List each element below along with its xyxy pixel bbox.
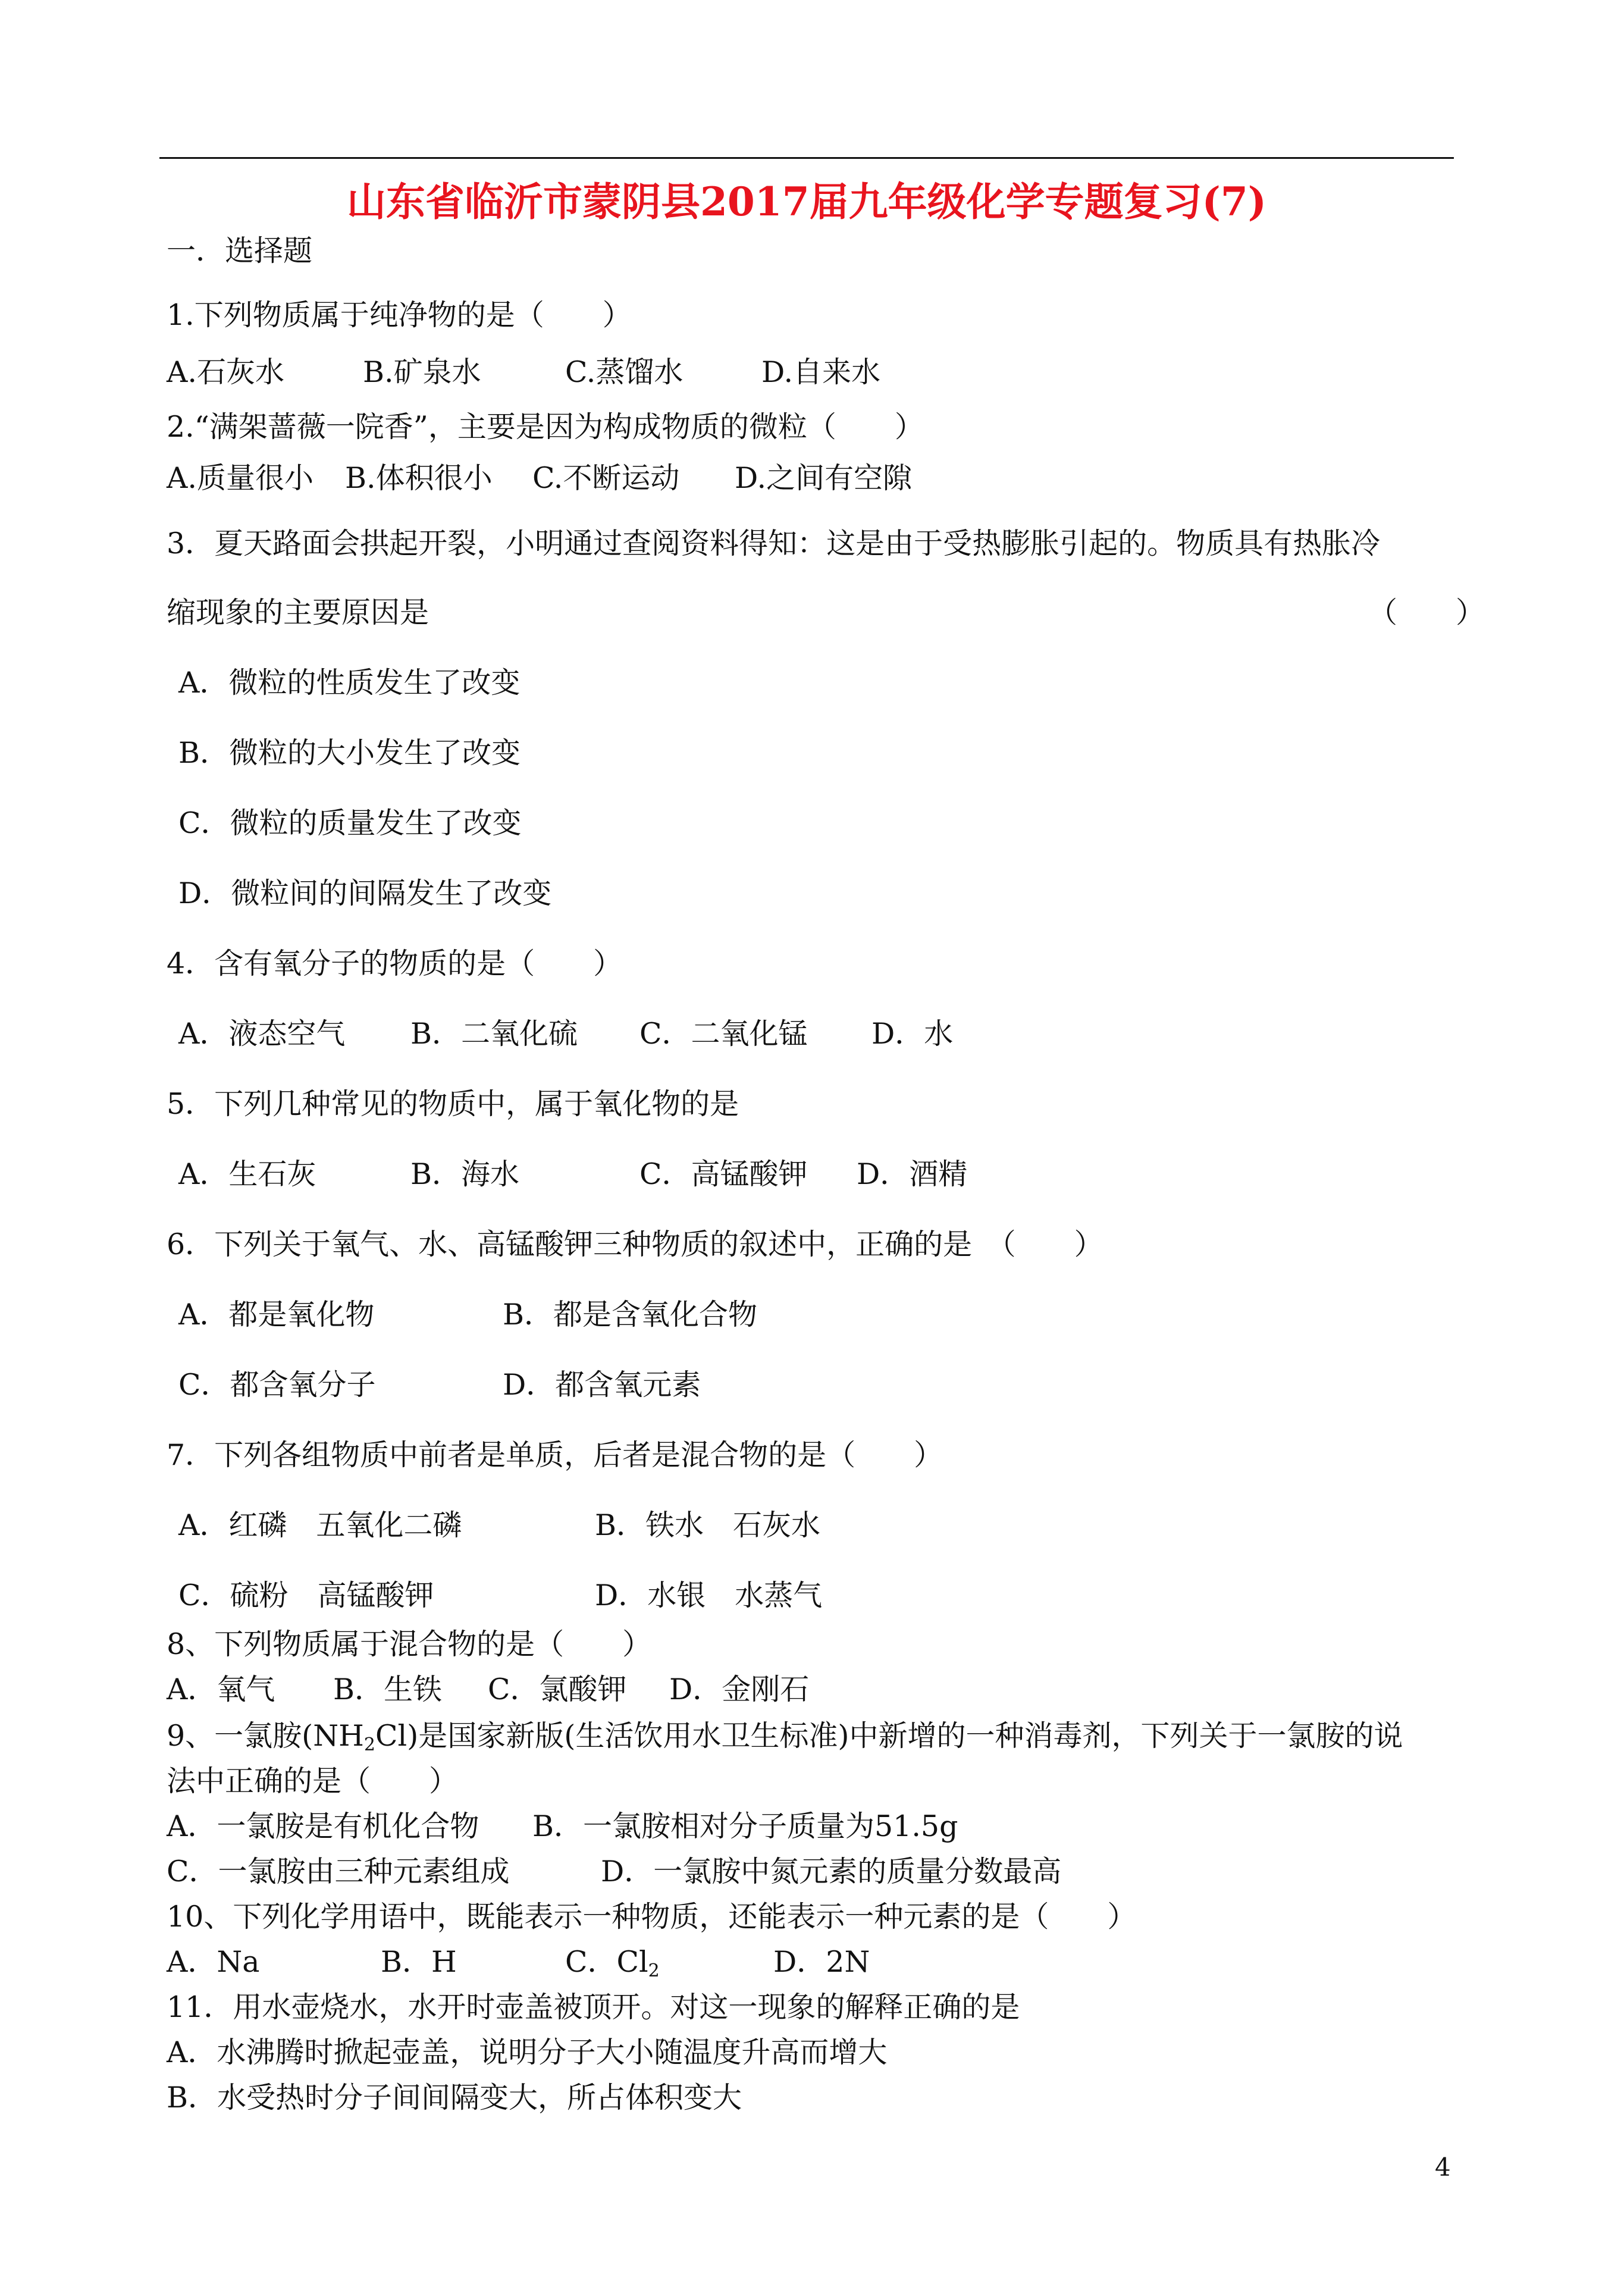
question-9-stem-post: Cl)是国家新版(生活饮用水卫生标准)中新增的一种消毒剂，下列关于一氯胺的说 xyxy=(375,1719,1403,1753)
question-1-option-b: B.矿泉水 xyxy=(363,355,481,389)
question-3-answer-paren: （ ） xyxy=(1368,596,1485,629)
question-8-option-c: C．氯酸钾 xyxy=(488,1672,627,1706)
question-9-option-c: C．一氯胺由三种元素组成 xyxy=(167,1855,510,1888)
question-3-option-d: D．微粒间的间隔发生了改变 xyxy=(178,876,552,910)
question-10-option-a: A．Na xyxy=(167,1945,260,1979)
question-10-option-c xyxy=(565,1944,660,1980)
question-1-option-c: C.蒸馏水 xyxy=(565,355,684,389)
question-10-stem: 10、下列化学用语中，既能表示一种物质，还能表示一种元素的是（ ） xyxy=(167,1900,1137,1934)
question-9-stem-subscript: 2 xyxy=(363,1734,375,1755)
question-5-option-c: C．高锰酸钾 xyxy=(639,1157,808,1191)
question-8-stem: 8、下列物质属于混合物的是（ ） xyxy=(167,1627,652,1661)
question-5-option-a: A．生石灰 xyxy=(178,1157,316,1191)
question-10-option-b: B．H xyxy=(381,1945,457,1979)
question-1-stem: 1.下列物质属于纯净物的是（ ） xyxy=(167,298,632,332)
question-9-stem-pre: 9、一氯胺(NH xyxy=(167,1719,364,1753)
question-6-option-d: D．都含氧元素 xyxy=(503,1368,701,1402)
question-1-option-d: D.自来水 xyxy=(761,355,881,389)
question-11-option-a: A．水沸腾时掀起壶盖，说明分子大小随温度升高而增大 xyxy=(167,2035,888,2069)
question-4-option-b: B．二氧化硫 xyxy=(410,1017,578,1051)
page-number: 4 xyxy=(1435,2153,1451,2182)
page-title: 山东省临沂市蒙阴县2017届九年级化学专题复习(7) xyxy=(346,178,1267,225)
question-11-option-b: B．水受热时分子间间隔变大，所占体积变大 xyxy=(167,2081,742,2115)
question-3-stem: 3．夏天路面会拱起开裂，小明通过查阅资料得知：这是由于受热膨胀引起的。物质具有热胀冷 xyxy=(167,527,1381,560)
question-4-option-d: D．水 xyxy=(871,1017,954,1051)
question-7-option-d: D．水银 水蒸气 xyxy=(595,1578,823,1612)
question-1-option-a: A.石灰水 xyxy=(167,355,284,389)
question-8-option-a: A．氧气 xyxy=(167,1672,275,1706)
question-2-option-b: B.体积很小 xyxy=(345,461,493,495)
question-8-option-b: B．生铁 xyxy=(333,1672,443,1706)
question-6-option-b: B．都是含氧化合物 xyxy=(503,1298,758,1332)
question-6-option-c: C．都含氧分子 xyxy=(178,1368,376,1402)
question-7-option-a: A．红磷 五氧化二磷 xyxy=(178,1508,462,1542)
question-9-stem xyxy=(167,1718,1403,1754)
question-3-option-a: A．微粒的性质发生了改变 xyxy=(178,666,521,700)
question-2-option-a: A.质量很小 xyxy=(167,461,313,495)
question-2-stem: 2.“满架蔷薇一院香”，主要是因为构成物质的微粒（ ） xyxy=(167,410,924,444)
question-5-stem: 5．下列几种常见的物质中，属于氧化物的是 xyxy=(167,1087,739,1121)
question-4-option-c: C．二氧化锰 xyxy=(639,1017,808,1051)
question-2-option-c: C.不断运动 xyxy=(532,461,680,495)
question-5-option-b: B．海水 xyxy=(410,1157,520,1191)
question-7-stem: 7．下列各组物质中前者是单质，后者是混合物的是（ ） xyxy=(167,1438,943,1472)
question-4-option-a: A．液态空气 xyxy=(178,1017,346,1051)
question-3-option-c: C．微粒的质量发生了改变 xyxy=(178,806,522,840)
question-9-option-b: B．一氯胺相对分子质量为51.5g xyxy=(532,1809,958,1843)
question-10-option-c-label: C．Cl xyxy=(565,1945,648,1979)
question-9-stem-continued: 法中正确的是（ ） xyxy=(167,1764,459,1798)
question-7-option-b: B．铁水 石灰水 xyxy=(595,1508,821,1542)
question-6-stem: 6．下列关于氧气、水、高锰酸钾三种物质的叙述中，正确的是 （ ） xyxy=(167,1227,1103,1261)
question-11-stem: 11．用水壶烧水，水开时壶盖被顶开。对这一现象的解释正确的是 xyxy=(167,1990,1020,2024)
question-9-option-d: D．一氯胺中氮元素的质量分数最高 xyxy=(601,1855,1062,1888)
question-7-option-c: C．硫粉 高锰酸钾 xyxy=(178,1578,434,1612)
section-heading: 一．选择题 xyxy=(167,234,313,268)
question-3-stem-continued: 缩现象的主要原因是 xyxy=(167,596,429,629)
header-rule xyxy=(159,157,1454,159)
question-2-option-d: D.之间有空隙 xyxy=(735,461,913,495)
question-3-option-b: B．微粒的大小发生了改变 xyxy=(178,736,521,770)
question-10-option-c-subscript: 2 xyxy=(648,1960,660,1981)
question-6-option-a: A．都是氧化物 xyxy=(178,1298,375,1332)
question-9-option-a: A．一氯胺是有机化合物 xyxy=(167,1809,479,1843)
question-5-option-d: D．酒精 xyxy=(857,1157,968,1191)
question-4-stem: 4．含有氧分子的物质的是（ ） xyxy=(167,947,623,981)
question-8-option-d: D．金刚石 xyxy=(669,1672,810,1706)
question-10-option-d: D．2N xyxy=(773,1945,870,1979)
